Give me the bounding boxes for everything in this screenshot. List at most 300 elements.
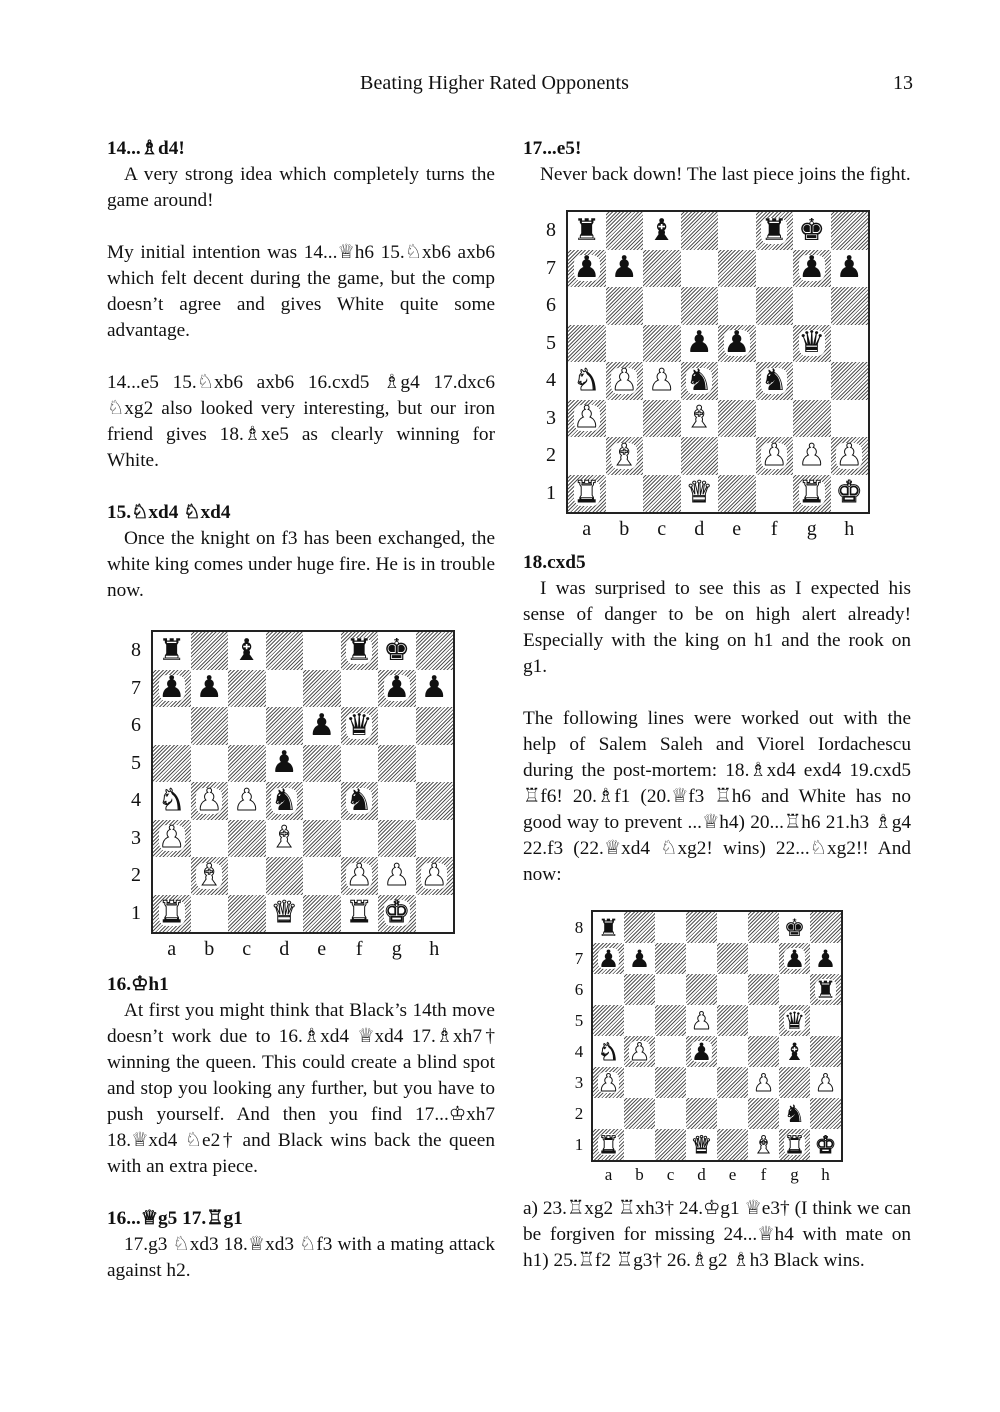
square-g2	[793, 437, 831, 475]
square-e4	[718, 362, 756, 400]
square-g6	[779, 974, 810, 1005]
file-label: f	[770, 518, 778, 540]
white-king-icon: ♚	[383, 895, 411, 931]
square-f2	[341, 857, 379, 895]
square-e1	[717, 1129, 748, 1160]
square-c8	[655, 912, 686, 943]
square-d5	[266, 745, 304, 783]
square-e3	[717, 1067, 748, 1098]
square-c1	[228, 895, 266, 933]
square-f7	[756, 250, 794, 288]
square-d4	[266, 782, 304, 820]
square-f8	[756, 212, 794, 250]
move-heading: 16...♕g5 17.♖g1	[107, 1208, 243, 1229]
black-bishop-icon: ♝	[648, 212, 676, 248]
white-rook-icon: ♜	[345, 895, 373, 931]
white-pawn-icon: ♟	[814, 1068, 837, 1097]
square-d2	[681, 437, 719, 475]
rank-label: 1	[574, 1135, 584, 1154]
square-c8	[228, 632, 266, 670]
square-e7	[717, 943, 748, 974]
white-king-icon: ♚	[835, 475, 863, 511]
square-g4	[779, 1036, 810, 1067]
square-h1	[810, 1129, 841, 1160]
file-label: f	[760, 1165, 767, 1184]
square-d8	[681, 212, 719, 250]
square-g1	[378, 895, 416, 933]
white-pawn-icon: ♟	[628, 1037, 651, 1066]
black-pawn-icon: ♟	[195, 670, 223, 706]
file-label: e	[728, 1165, 737, 1184]
black-queen-icon: ♛	[345, 707, 373, 743]
rank-labels	[121, 630, 151, 934]
square-d1	[266, 895, 304, 933]
square-a2	[593, 1098, 624, 1129]
white-pawn-icon: ♟	[752, 1068, 775, 1097]
square-d7	[686, 943, 717, 974]
rank-label: 3	[131, 826, 141, 849]
running-head	[0, 72, 1000, 102]
black-pawn-icon: ♟	[690, 1037, 713, 1066]
square-e6	[303, 707, 341, 745]
square-c3	[643, 400, 681, 438]
square-f6	[341, 707, 379, 745]
paragraph: Once the knight on f3 has been exchanged, the white king comes under huge fire. He is in trouble now.	[107, 528, 495, 601]
square-a4	[593, 1036, 624, 1067]
square-a1	[593, 1129, 624, 1160]
rank-label: 3	[546, 406, 556, 429]
square-d8	[686, 912, 717, 943]
black-pawn-icon: ♟	[158, 670, 186, 706]
square-b4	[624, 1036, 655, 1067]
white-rook-icon: ♜	[783, 1130, 806, 1159]
rank-label: 6	[131, 714, 141, 736]
square-g2	[378, 857, 416, 895]
square-d2	[266, 857, 304, 895]
black-pawn-icon: ♟	[610, 250, 638, 286]
move-heading: 17...e5!	[523, 138, 582, 159]
square-d4	[681, 362, 719, 400]
square-c5	[643, 325, 681, 363]
square-h8	[831, 212, 869, 250]
square-b3	[191, 820, 229, 858]
black-pawn-icon: ♟	[420, 670, 448, 706]
square-e6	[718, 287, 756, 325]
square-e7	[303, 670, 341, 708]
white-pawn-icon: ♟	[760, 437, 788, 473]
black-rook-icon: ♜	[573, 212, 601, 248]
square-c1	[655, 1129, 686, 1160]
black-pawn-icon: ♟	[628, 944, 651, 973]
diagram-line-a	[567, 910, 911, 1188]
square-d3	[681, 400, 719, 438]
square-g7	[378, 670, 416, 708]
square-f8	[748, 912, 779, 943]
square-g5	[779, 1005, 810, 1036]
black-pawn-icon: ♟	[783, 944, 806, 973]
square-f6	[756, 287, 794, 325]
square-f4	[341, 782, 379, 820]
square-e3	[303, 820, 341, 858]
square-f2	[756, 437, 794, 475]
square-a7	[153, 670, 191, 708]
square-f1	[748, 1129, 779, 1160]
square-a2	[153, 857, 191, 895]
square-h3	[831, 400, 869, 438]
square-h8	[416, 632, 454, 670]
square-f1	[341, 895, 379, 933]
square-b8	[624, 912, 655, 943]
square-c2	[655, 1098, 686, 1129]
square-g7	[793, 250, 831, 288]
black-knight-icon: ♞	[685, 362, 713, 398]
square-f3	[341, 820, 379, 858]
square-g5	[793, 325, 831, 363]
square-c5	[655, 1005, 686, 1036]
white-queen-icon: ♛	[690, 1130, 713, 1159]
black-pawn-icon: ♟	[308, 707, 336, 743]
square-e8	[717, 912, 748, 943]
square-c7	[655, 943, 686, 974]
black-rook-icon: ♜	[345, 632, 373, 668]
square-d4	[686, 1036, 717, 1067]
square-g6	[793, 287, 831, 325]
square-a8	[153, 632, 191, 670]
square-h7	[831, 250, 869, 288]
square-a5	[153, 745, 191, 783]
paragraph: 14...e5 15.♘xb6 axb6 16.cxd5 ♗g4 17.dxc6 ♘xg2 also looked very interesting, but our iron friend gives 18.♗xe5 as clearly winning for White.	[107, 372, 495, 471]
square-h7	[416, 670, 454, 708]
black-queen-icon: ♛	[798, 325, 826, 361]
square-d7	[681, 250, 719, 288]
square-d1	[686, 1129, 717, 1160]
white-rook-icon: ♜	[158, 895, 186, 931]
white-pawn-icon: ♟	[345, 857, 373, 893]
square-f3	[748, 1067, 779, 1098]
square-c4	[655, 1036, 686, 1067]
square-h2	[810, 1098, 841, 1129]
square-e5	[717, 1005, 748, 1036]
right-column	[523, 136, 911, 1274]
square-a1	[568, 475, 606, 513]
file-label: g	[806, 518, 817, 540]
black-bishop-icon: ♝	[783, 1037, 806, 1066]
square-h3	[416, 820, 454, 858]
black-rook-icon: ♜	[760, 212, 788, 248]
square-g8	[378, 632, 416, 670]
square-b7	[606, 250, 644, 288]
white-pawn-icon: ♟	[610, 362, 638, 398]
square-f4	[748, 1036, 779, 1067]
rank-label: 1	[131, 901, 141, 924]
square-g3	[378, 820, 416, 858]
white-king-icon: ♚	[814, 1130, 837, 1159]
square-a5	[568, 325, 606, 363]
black-queen-icon: ♛	[783, 1006, 806, 1035]
rank-label: 7	[546, 256, 556, 279]
square-c1	[643, 475, 681, 513]
square-a8	[568, 212, 606, 250]
file-label: b	[204, 938, 215, 960]
square-e3	[718, 400, 756, 438]
square-c4	[643, 362, 681, 400]
square-c2	[228, 857, 266, 895]
file-label: b	[635, 1165, 644, 1184]
square-f3	[756, 400, 794, 438]
square-h5	[831, 325, 869, 363]
file-label: f	[355, 938, 363, 960]
paragraph: 17.g3 ♘xd3 18.♕xd3 ♘f3 with a mating attack against h2.	[107, 1234, 495, 1281]
diagram-after-17-e5	[536, 210, 911, 544]
file-label: c	[242, 938, 252, 960]
file-label: a	[582, 518, 592, 540]
square-c6	[228, 707, 266, 745]
file-label: d	[697, 1165, 706, 1184]
square-g2	[779, 1098, 810, 1129]
white-queen-icon: ♛	[270, 895, 298, 931]
square-c7	[643, 250, 681, 288]
chess-diagram	[121, 630, 495, 964]
white-pawn-icon: ♟	[383, 857, 411, 893]
square-f6	[748, 974, 779, 1005]
chess-board	[566, 210, 870, 514]
square-h4	[810, 1036, 841, 1067]
square-c8	[643, 212, 681, 250]
square-f5	[748, 1005, 779, 1036]
square-f5	[756, 325, 794, 363]
chess-diagram	[536, 210, 911, 544]
file-label: g	[790, 1165, 799, 1184]
file-label: h	[844, 518, 855, 540]
rank-label: 4	[546, 369, 556, 391]
white-pawn-icon: ♟	[233, 782, 261, 818]
square-b6	[624, 974, 655, 1005]
rank-label: 6	[546, 294, 556, 316]
rank-label: 8	[574, 918, 584, 937]
rank-label: 2	[546, 444, 556, 466]
left-column	[107, 136, 495, 1284]
square-a6	[568, 287, 606, 325]
black-pawn-icon: ♟	[814, 944, 837, 973]
square-f4	[756, 362, 794, 400]
black-bishop-icon: ♝	[233, 632, 261, 668]
square-a2	[568, 437, 606, 475]
square-e4	[303, 782, 341, 820]
rank-label: 8	[131, 639, 141, 661]
rank-label: 4	[574, 1042, 584, 1061]
paragraph: At first you might think that Black’s 14th move doesn’t work due to 16.♗xd4 ♕xd4 17.♗xh7† winning the queen. This could create a blind spot and stop you looking any further, but you have to push yourself. And then you find 17...♔xh7 18.♕xd4 ♘e2† and Black wins back the queen with an extra piece.	[107, 1000, 495, 1177]
white-pawn-icon: ♟	[195, 782, 223, 818]
white-pawn-icon: ♟	[798, 437, 826, 473]
paragraph: a) 23.♖xg2 ♖xh3† 24.♔g1 ♕e3† (I think we can be forgiven for missing 24...♕h4 with mate on h1) 25.♖f2 ♖g3† 26.♗g2 ♗h3 Black wins.	[523, 1198, 911, 1271]
black-pawn-icon: ♟	[723, 325, 751, 361]
square-d5	[686, 1005, 717, 1036]
black-king-icon: ♚	[783, 913, 806, 942]
white-bishop-icon: ♝	[195, 857, 223, 893]
white-pawn-icon: ♟	[573, 400, 601, 436]
chess-diagram	[567, 910, 911, 1188]
chess-board	[151, 630, 455, 934]
rank-label: 8	[546, 219, 556, 241]
page-title: Beating Higher Rated Opponents	[360, 72, 630, 94]
square-b1	[624, 1129, 655, 1160]
square-a3	[568, 400, 606, 438]
square-a7	[568, 250, 606, 288]
square-c2	[643, 437, 681, 475]
square-a6	[593, 974, 624, 1005]
square-f5	[341, 745, 379, 783]
square-a1	[153, 895, 191, 933]
rank-label: 1	[546, 481, 556, 504]
rank-label: 7	[574, 949, 584, 968]
square-d3	[266, 820, 304, 858]
square-h7	[810, 943, 841, 974]
move-heading: 18.cxd5	[523, 552, 586, 573]
square-h1	[416, 895, 454, 933]
square-c5	[228, 745, 266, 783]
square-a3	[153, 820, 191, 858]
move-heading: 14...♗d4!	[107, 138, 185, 159]
white-pawn-icon: ♟	[835, 437, 863, 473]
file-label: h	[821, 1165, 830, 1184]
square-e1	[303, 895, 341, 933]
square-a8	[593, 912, 624, 943]
square-a4	[153, 782, 191, 820]
square-a3	[593, 1067, 624, 1098]
square-d8	[266, 632, 304, 670]
black-pawn-icon: ♟	[383, 670, 411, 706]
square-b2	[624, 1098, 655, 1129]
white-knight-icon: ♞	[158, 782, 186, 818]
white-pawn-icon: ♟	[648, 362, 676, 398]
white-rook-icon: ♜	[573, 475, 601, 511]
file-label: e	[317, 938, 327, 960]
square-b3	[624, 1067, 655, 1098]
square-h6	[416, 707, 454, 745]
square-e8	[718, 212, 756, 250]
black-pawn-icon: ♟	[835, 250, 863, 286]
chess-board	[591, 910, 843, 1162]
square-e6	[717, 974, 748, 1005]
white-bishop-icon: ♝	[610, 437, 638, 473]
square-h4	[831, 362, 869, 400]
black-rook-icon: ♜	[814, 975, 837, 1004]
paragraph: A very strong idea which completely turns the game around!	[107, 164, 495, 211]
white-bishop-icon: ♝	[270, 820, 298, 856]
rank-labels	[536, 210, 566, 514]
square-h5	[416, 745, 454, 783]
square-e4	[717, 1036, 748, 1067]
square-d7	[266, 670, 304, 708]
square-h6	[810, 974, 841, 1005]
black-knight-icon: ♞	[270, 782, 298, 818]
square-e1	[718, 475, 756, 513]
square-e2	[718, 437, 756, 475]
square-d6	[681, 287, 719, 325]
square-g3	[793, 400, 831, 438]
file-label: h	[429, 938, 440, 960]
square-g8	[779, 912, 810, 943]
rank-labels	[567, 910, 591, 1162]
square-h6	[831, 287, 869, 325]
rank-label: 4	[131, 789, 141, 811]
move-heading: 16.♔h1	[107, 974, 169, 995]
rank-label: 6	[574, 980, 584, 999]
square-e2	[303, 857, 341, 895]
square-a5	[593, 1005, 624, 1036]
file-labels	[568, 514, 911, 544]
white-knight-icon: ♞	[573, 362, 601, 398]
black-pawn-icon: ♟	[798, 250, 826, 286]
square-f1	[756, 475, 794, 513]
square-b8	[191, 632, 229, 670]
square-b6	[606, 287, 644, 325]
square-h2	[416, 857, 454, 895]
file-label: c	[657, 518, 667, 540]
square-c7	[228, 670, 266, 708]
white-bishop-icon: ♝	[685, 400, 713, 436]
square-h4	[416, 782, 454, 820]
square-c4	[228, 782, 266, 820]
black-pawn-icon: ♟	[597, 944, 620, 973]
square-a7	[593, 943, 624, 974]
paragraph: The following lines were worked out with the help of Salem Saleh and Viorel Iordachescu during the post-mortem: 18.♗xd4 exd4 19.cxd5 ♖f6! 20.♗f1 (20.♕f3 ♖h6 and White has no good way to prevent ...♕h4) 20...♖h6 21.h3 ♗g4 22.f3 (22.♕xd4 ♘xg2! wins) 22...♘xg2!! And now:	[523, 708, 911, 885]
move-heading: 15.♘xd4 ♘xd4	[107, 502, 231, 523]
rank-label: 5	[574, 1011, 584, 1030]
square-d1	[681, 475, 719, 513]
rank-label: 5	[131, 751, 141, 774]
square-f2	[748, 1098, 779, 1129]
square-b5	[624, 1005, 655, 1036]
square-e7	[718, 250, 756, 288]
square-f7	[341, 670, 379, 708]
square-d5	[681, 325, 719, 363]
square-a6	[153, 707, 191, 745]
file-label: c	[666, 1165, 675, 1184]
square-d6	[266, 707, 304, 745]
square-b1	[606, 475, 644, 513]
square-g6	[378, 707, 416, 745]
square-b7	[624, 943, 655, 974]
square-g1	[793, 475, 831, 513]
square-b2	[191, 857, 229, 895]
paragraph: I was surprised to see this as I expected his sense of danger to be on high alert already! Especially with the king on h1 and the rook on g1.	[523, 578, 911, 677]
square-e5	[718, 325, 756, 363]
square-g5	[378, 745, 416, 783]
black-knight-icon: ♞	[783, 1099, 806, 1128]
square-b8	[606, 212, 644, 250]
square-g8	[793, 212, 831, 250]
black-pawn-icon: ♟	[685, 325, 713, 361]
file-label: b	[619, 518, 630, 540]
square-b4	[191, 782, 229, 820]
square-b5	[606, 325, 644, 363]
file-label: e	[732, 518, 742, 540]
square-h1	[831, 475, 869, 513]
square-h8	[810, 912, 841, 943]
rank-label: 5	[546, 331, 556, 354]
white-queen-icon: ♛	[685, 475, 713, 511]
white-rook-icon: ♜	[798, 475, 826, 511]
square-b4	[606, 362, 644, 400]
square-b1	[191, 895, 229, 933]
square-g4	[378, 782, 416, 820]
square-b6	[191, 707, 229, 745]
white-pawn-icon: ♟	[420, 857, 448, 893]
square-b7	[191, 670, 229, 708]
square-d2	[686, 1098, 717, 1129]
file-labels	[153, 934, 495, 964]
